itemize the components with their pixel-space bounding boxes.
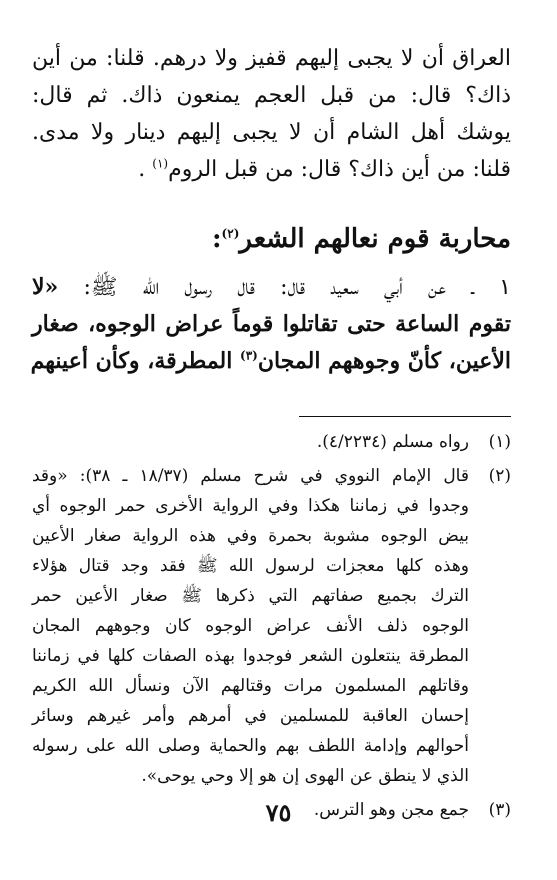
footnote-line: جمع مجن وهو الترس.: [313, 800, 469, 820]
text-line: يوشك أهل الشام أن لا يجبى إليهم دينار ولا مدى.: [32, 120, 511, 145]
section-heading-text: محاربة قوم نعالهم الشعر: [239, 224, 511, 254]
footnote-number: (١): [488, 432, 511, 452]
footnote-divider: [299, 416, 511, 417]
text-line-segment: قلنا: من أين ذاك؟ قال: من قبل الروم: [168, 157, 511, 182]
footnote-text: [32, 427, 469, 457]
footnote-line: رواه مسلم (٤/٢٢٣٤).: [316, 432, 469, 452]
footnote-line: الوجوه ذلف الأنف عراض الوجوه كان وجوههم المجان: [32, 616, 469, 636]
heading-suffix: :: [211, 224, 222, 254]
hadith-quote-segment: المطرقة، وكأن أعينهم: [30, 348, 241, 374]
hadith-quote-line: تقوم الساعة حتى تقاتلوا قوماً عراض الوجوه، صغار: [32, 311, 511, 337]
text-line: [32, 151, 511, 188]
footnotes: [32, 427, 511, 825]
text-line: ذاك؟ قال: من قبل العجم يمنعون ذاك. ثم قال:: [32, 83, 511, 108]
footnote-line: بيض الوجوه مشوبة بحمرة وفي هذه الرواية صغار الأعين: [32, 526, 469, 546]
narration-intro: ١ ـ عن أبي سعيد قال: قال رسول الله ﷺ:: [58, 275, 511, 300]
footnote-line: قال الإمام النووي في شرح مسلم (١٨/٣٧ ـ ٣٨): «وقد: [32, 466, 469, 486]
footnote-line: إحسان العاقبة للمسلمين في أمرهم وأمر غيرهم وسائر: [32, 706, 469, 726]
footnote-ref: (٢): [221, 226, 240, 241]
footnote-2: [32, 461, 511, 791]
footnote-ref: (٣): [240, 348, 258, 363]
footnote-line: الذي لا ينطق عن الهوى إن هو إلا وحي يوحى».: [141, 766, 469, 786]
footnote-1: [32, 427, 511, 457]
footnote-text: [32, 461, 469, 791]
hadith-quote-start: «لا: [32, 274, 59, 300]
hadith-narration: [32, 269, 511, 380]
footnote-line: أحوالهم وإدامة اللطف بهم والحماية وصلى الله على رسوله: [32, 736, 469, 756]
footnote-line: وجدوا في زماننا هكذا وفي الرواية الأخرى حمر الوجوه أي: [32, 496, 469, 516]
page-number: ٧٥: [265, 798, 292, 827]
footnote-ref: (١): [152, 156, 169, 171]
text-line-end: .: [138, 157, 146, 182]
text-line: [32, 269, 511, 306]
footnote-line: المطرقة ينتعلون الشعر فوجدوا بهذه الصفات كلها في زماننا: [32, 646, 469, 666]
footnote-line: الترك بجميع صفاتهم التي ذكرها ﷺ صغار الأعين حمر: [32, 586, 469, 606]
footnote-line: وقاتلهم المسلمون مرات وقتالهم الآن ونسأل الله الكريم: [32, 676, 469, 696]
hadith-quote-line: [32, 343, 511, 380]
main-text: [32, 40, 511, 188]
hadith-quote-segment: الأعين، كأنّ وجوههم المجان: [257, 348, 511, 374]
footnote-number: (٢): [488, 466, 511, 486]
footnote-number: (٣): [488, 800, 511, 820]
section-heading: [32, 219, 511, 259]
footnote-line: وهذه كلها معجزات لرسول الله ﷺ فقد وجد قتال هؤلاء: [32, 556, 469, 576]
text-line: العراق أن لا يجبى إليهم قفيز ولا درهم. قلنا: من أين: [32, 46, 511, 71]
